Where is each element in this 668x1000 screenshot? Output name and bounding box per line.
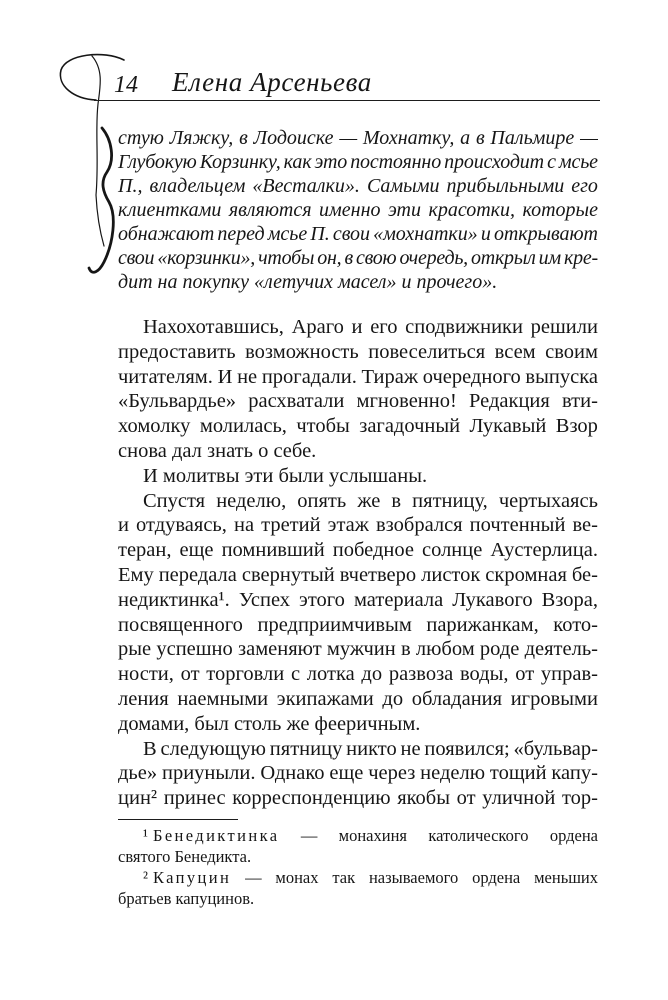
word: и <box>118 514 129 537</box>
word: этого <box>299 588 345 611</box>
word: победное <box>332 539 414 562</box>
word: посвященного <box>118 613 243 636</box>
word: от <box>456 787 476 810</box>
word: же <box>357 489 381 512</box>
word: не <box>400 737 421 760</box>
word: от <box>180 663 200 686</box>
word: почтенный <box>469 514 566 537</box>
footnote-line <box>118 867 598 888</box>
word: Успех <box>238 588 291 611</box>
word: Пальмире <box>490 127 575 149</box>
word: солнце <box>422 539 483 562</box>
body-line <box>118 513 598 538</box>
word: читателям. <box>118 365 213 388</box>
footnote-term: Капуцин <box>152 868 232 887</box>
footnote-line <box>118 825 598 846</box>
body-line: снова дал знать о себе. <box>118 439 317 462</box>
word: в <box>400 638 411 661</box>
word: деятель- <box>524 638 598 661</box>
word: Ляжку, <box>169 127 234 149</box>
flourish-hairline <box>92 56 104 246</box>
word: через <box>368 762 416 785</box>
paragraph <box>118 464 598 489</box>
word: Ему <box>118 563 154 586</box>
word: отдуваясь, <box>136 514 227 537</box>
body-line <box>118 365 598 390</box>
word: хомолку <box>118 415 191 438</box>
word: в <box>391 489 402 512</box>
word: ве- <box>572 514 598 537</box>
word: тор- <box>561 787 598 810</box>
body-line <box>118 737 598 762</box>
word: в <box>344 247 353 269</box>
body-line <box>118 662 598 687</box>
word: «корзинки», <box>157 247 256 269</box>
word: Корзинку, <box>199 151 281 173</box>
word: мужчин <box>326 638 396 661</box>
word: Тираж <box>361 365 419 388</box>
word: не <box>237 365 258 388</box>
word: ордена <box>549 826 598 845</box>
word: еще <box>329 762 364 785</box>
word: до <box>361 663 383 686</box>
main-text <box>118 315 598 811</box>
word: предприимчивым <box>257 613 412 636</box>
word: ности, <box>118 663 174 686</box>
footnote <box>118 867 598 909</box>
word: на <box>233 514 255 537</box>
word: Лодоиске <box>253 127 334 149</box>
body-line <box>118 538 598 563</box>
word: Нахохотавшись, <box>143 316 284 338</box>
body-line <box>118 489 598 514</box>
continued-paragraph <box>118 126 598 294</box>
word: его <box>370 316 398 338</box>
word: как <box>283 151 312 173</box>
body-line <box>118 315 598 340</box>
word: — <box>580 127 598 149</box>
word: а <box>460 127 471 149</box>
word: опять <box>297 489 347 512</box>
word: владельцем <box>149 175 246 197</box>
footnote-head <box>143 825 279 846</box>
word: П., <box>118 175 143 197</box>
word: сподвижники <box>405 316 523 338</box>
paragraph <box>118 489 598 737</box>
continued-paragraph-line <box>118 150 598 174</box>
word: выпуска <box>525 365 598 388</box>
word: теран, <box>118 539 172 562</box>
word: от <box>515 663 535 686</box>
continued-paragraph-line <box>118 198 598 222</box>
word: в <box>239 127 248 149</box>
running-head-author: Елена Арсеньева <box>172 67 372 97</box>
word: стую <box>118 127 164 149</box>
word: любом <box>415 638 475 661</box>
word: — <box>300 826 318 845</box>
word: свернутый <box>241 563 335 586</box>
word: управ- <box>540 663 598 686</box>
word: «мохнатки» <box>373 223 478 245</box>
body-line <box>118 414 598 439</box>
continued-paragraph-line <box>118 222 598 246</box>
word: корреспонденцию <box>232 787 391 810</box>
word: называемого <box>368 868 459 887</box>
word: П. <box>310 223 330 245</box>
word: эти <box>388 199 421 221</box>
word: этаж <box>327 514 369 537</box>
word: чтобы <box>296 415 350 438</box>
word: вчетверо <box>339 563 417 586</box>
word: с <box>547 151 556 173</box>
word: вти- <box>562 390 598 413</box>
word: помнивший <box>221 539 325 562</box>
word: свои <box>118 247 155 269</box>
word: парижанкам, <box>426 613 539 636</box>
word: еще <box>179 539 214 562</box>
word: именно <box>319 199 381 221</box>
word: с <box>290 663 301 686</box>
word: его <box>571 175 598 197</box>
word: рые <box>118 638 152 661</box>
word: Однако <box>260 762 325 785</box>
word: игровыми <box>510 687 598 710</box>
word: «бульвар- <box>513 737 598 760</box>
word: расхватали <box>248 390 345 413</box>
footnote <box>118 825 598 867</box>
footnote-separator <box>118 819 238 820</box>
word: чертыхаясь <box>498 489 598 512</box>
word: появился; <box>424 737 510 760</box>
word: ления <box>118 687 169 710</box>
word: возможность <box>245 340 359 363</box>
footnote-head <box>143 867 231 888</box>
word: обнажают <box>118 223 215 245</box>
flourish-swash <box>89 128 113 272</box>
word: решили <box>530 316 598 338</box>
word: католического <box>428 826 529 845</box>
word: — <box>339 127 358 149</box>
footnote-line: святого Бенедикта. <box>118 847 252 866</box>
word: Лукавого <box>452 588 533 611</box>
body-line <box>118 389 598 414</box>
footnotes <box>118 825 598 909</box>
word: своим <box>545 340 598 363</box>
word: всем <box>494 340 536 363</box>
word: до <box>382 687 404 710</box>
word: И <box>217 365 233 388</box>
word: прибыльными <box>446 175 565 197</box>
body-line <box>118 687 598 712</box>
word: передала <box>158 563 237 586</box>
word: мгновенно! <box>356 390 457 413</box>
header-rule <box>94 100 600 101</box>
word: Взор <box>555 415 598 438</box>
word: торговли <box>206 663 285 686</box>
word: ордена <box>472 868 521 887</box>
paragraph <box>118 737 598 811</box>
word: воды, <box>459 663 509 686</box>
word: якобы <box>397 787 450 810</box>
word: листок <box>421 563 481 586</box>
word: монахиня <box>338 826 407 845</box>
word: экипажами <box>276 687 374 710</box>
word: кото- <box>553 613 598 636</box>
word: очередь, <box>399 247 468 269</box>
word: которые <box>522 199 598 221</box>
word: Самыми <box>366 175 440 197</box>
word: наемными <box>177 687 269 710</box>
word: заменяют <box>238 638 322 661</box>
word: Араго <box>291 316 344 338</box>
word: свои <box>332 223 370 245</box>
word: успешно <box>156 638 233 661</box>
word: очередного <box>422 365 521 388</box>
word: мсье <box>558 151 598 173</box>
word: тощий <box>489 762 547 785</box>
word: — <box>245 868 262 887</box>
word: в <box>475 127 485 149</box>
continued-paragraph-line <box>118 174 598 198</box>
body-line <box>118 613 598 638</box>
word: клиентками <box>118 199 222 221</box>
word: третий <box>261 514 321 537</box>
body-line <box>118 563 598 588</box>
continued-paragraph-line: дит на покупку «летучих масел» и прочего». <box>118 271 498 293</box>
word: «Бульвардье» <box>118 390 237 413</box>
word: чтобы <box>258 247 315 269</box>
paragraph <box>118 315 598 464</box>
footnote-term: Бенедиктинка <box>152 826 280 845</box>
word: лотка <box>306 663 355 686</box>
word: пятницу <box>269 737 343 760</box>
continued-paragraph-line <box>118 126 598 150</box>
word: прогадали. <box>261 365 357 388</box>
word: неделю <box>420 762 486 785</box>
word: уличной <box>482 787 556 810</box>
word: материала <box>353 588 444 611</box>
word: перед <box>217 223 265 245</box>
word: мсье <box>267 223 308 245</box>
word: роде <box>479 638 520 661</box>
word: молилась, <box>199 415 287 438</box>
word: следующую <box>160 737 266 760</box>
word: Лукавый <box>469 415 547 438</box>
word: капу- <box>551 762 598 785</box>
footnote-marker: ² <box>143 868 148 887</box>
word: так <box>332 868 356 887</box>
body-line <box>118 588 598 613</box>
word: В <box>143 737 157 760</box>
word: Глубокую <box>118 151 197 173</box>
word: красотки, <box>428 199 516 221</box>
word: «Весталки». <box>252 175 360 197</box>
continued-paragraph-line <box>118 246 598 270</box>
word: Спустя <box>143 489 206 512</box>
word: пятницу, <box>412 489 488 512</box>
word: цин² <box>118 787 158 810</box>
word: Аустерлица. <box>490 539 598 562</box>
word: им <box>538 247 561 269</box>
word: повеселиться <box>368 340 486 363</box>
word: неделю, <box>216 489 287 512</box>
word: Мохнатку, <box>362 127 455 149</box>
word: обладания <box>411 687 503 710</box>
word: предоставить <box>118 340 236 363</box>
page-number: 14 <box>114 72 138 98</box>
word: и <box>351 316 363 338</box>
word: это <box>314 151 348 173</box>
body-line <box>118 637 598 662</box>
word: постоянно <box>350 151 442 173</box>
body-line <box>118 761 598 786</box>
word: кре- <box>563 247 598 269</box>
word: Взора, <box>541 588 598 611</box>
word: свою <box>355 247 397 269</box>
word: открывают <box>493 223 598 245</box>
word: дье» <box>118 762 158 785</box>
word: развоза <box>388 663 454 686</box>
word: происходит <box>444 151 544 173</box>
footnote-marker: ¹ <box>143 826 148 845</box>
word: он, <box>317 247 342 269</box>
word: монах <box>275 868 319 887</box>
word: приуныли. <box>161 762 256 785</box>
word: Редакция <box>469 390 550 413</box>
body-line: домами, был столь же фееричным. <box>118 712 421 735</box>
word: и <box>480 223 491 245</box>
word: принес <box>163 787 226 810</box>
word: бе- <box>571 563 598 586</box>
word: скромная <box>485 563 567 586</box>
word: открыл <box>471 247 536 269</box>
word: взобрался <box>375 514 463 537</box>
body-line <box>118 340 598 365</box>
word: загадочный <box>359 415 461 438</box>
word: меньших <box>534 868 598 887</box>
footnote-line: братьев капуцинов. <box>118 889 255 908</box>
word: никто <box>346 737 397 760</box>
body-line: И молитвы эти были услышаны. <box>143 464 428 487</box>
body-line <box>118 786 598 811</box>
word: являются <box>228 199 312 221</box>
word: недиктинка¹. <box>118 588 230 611</box>
